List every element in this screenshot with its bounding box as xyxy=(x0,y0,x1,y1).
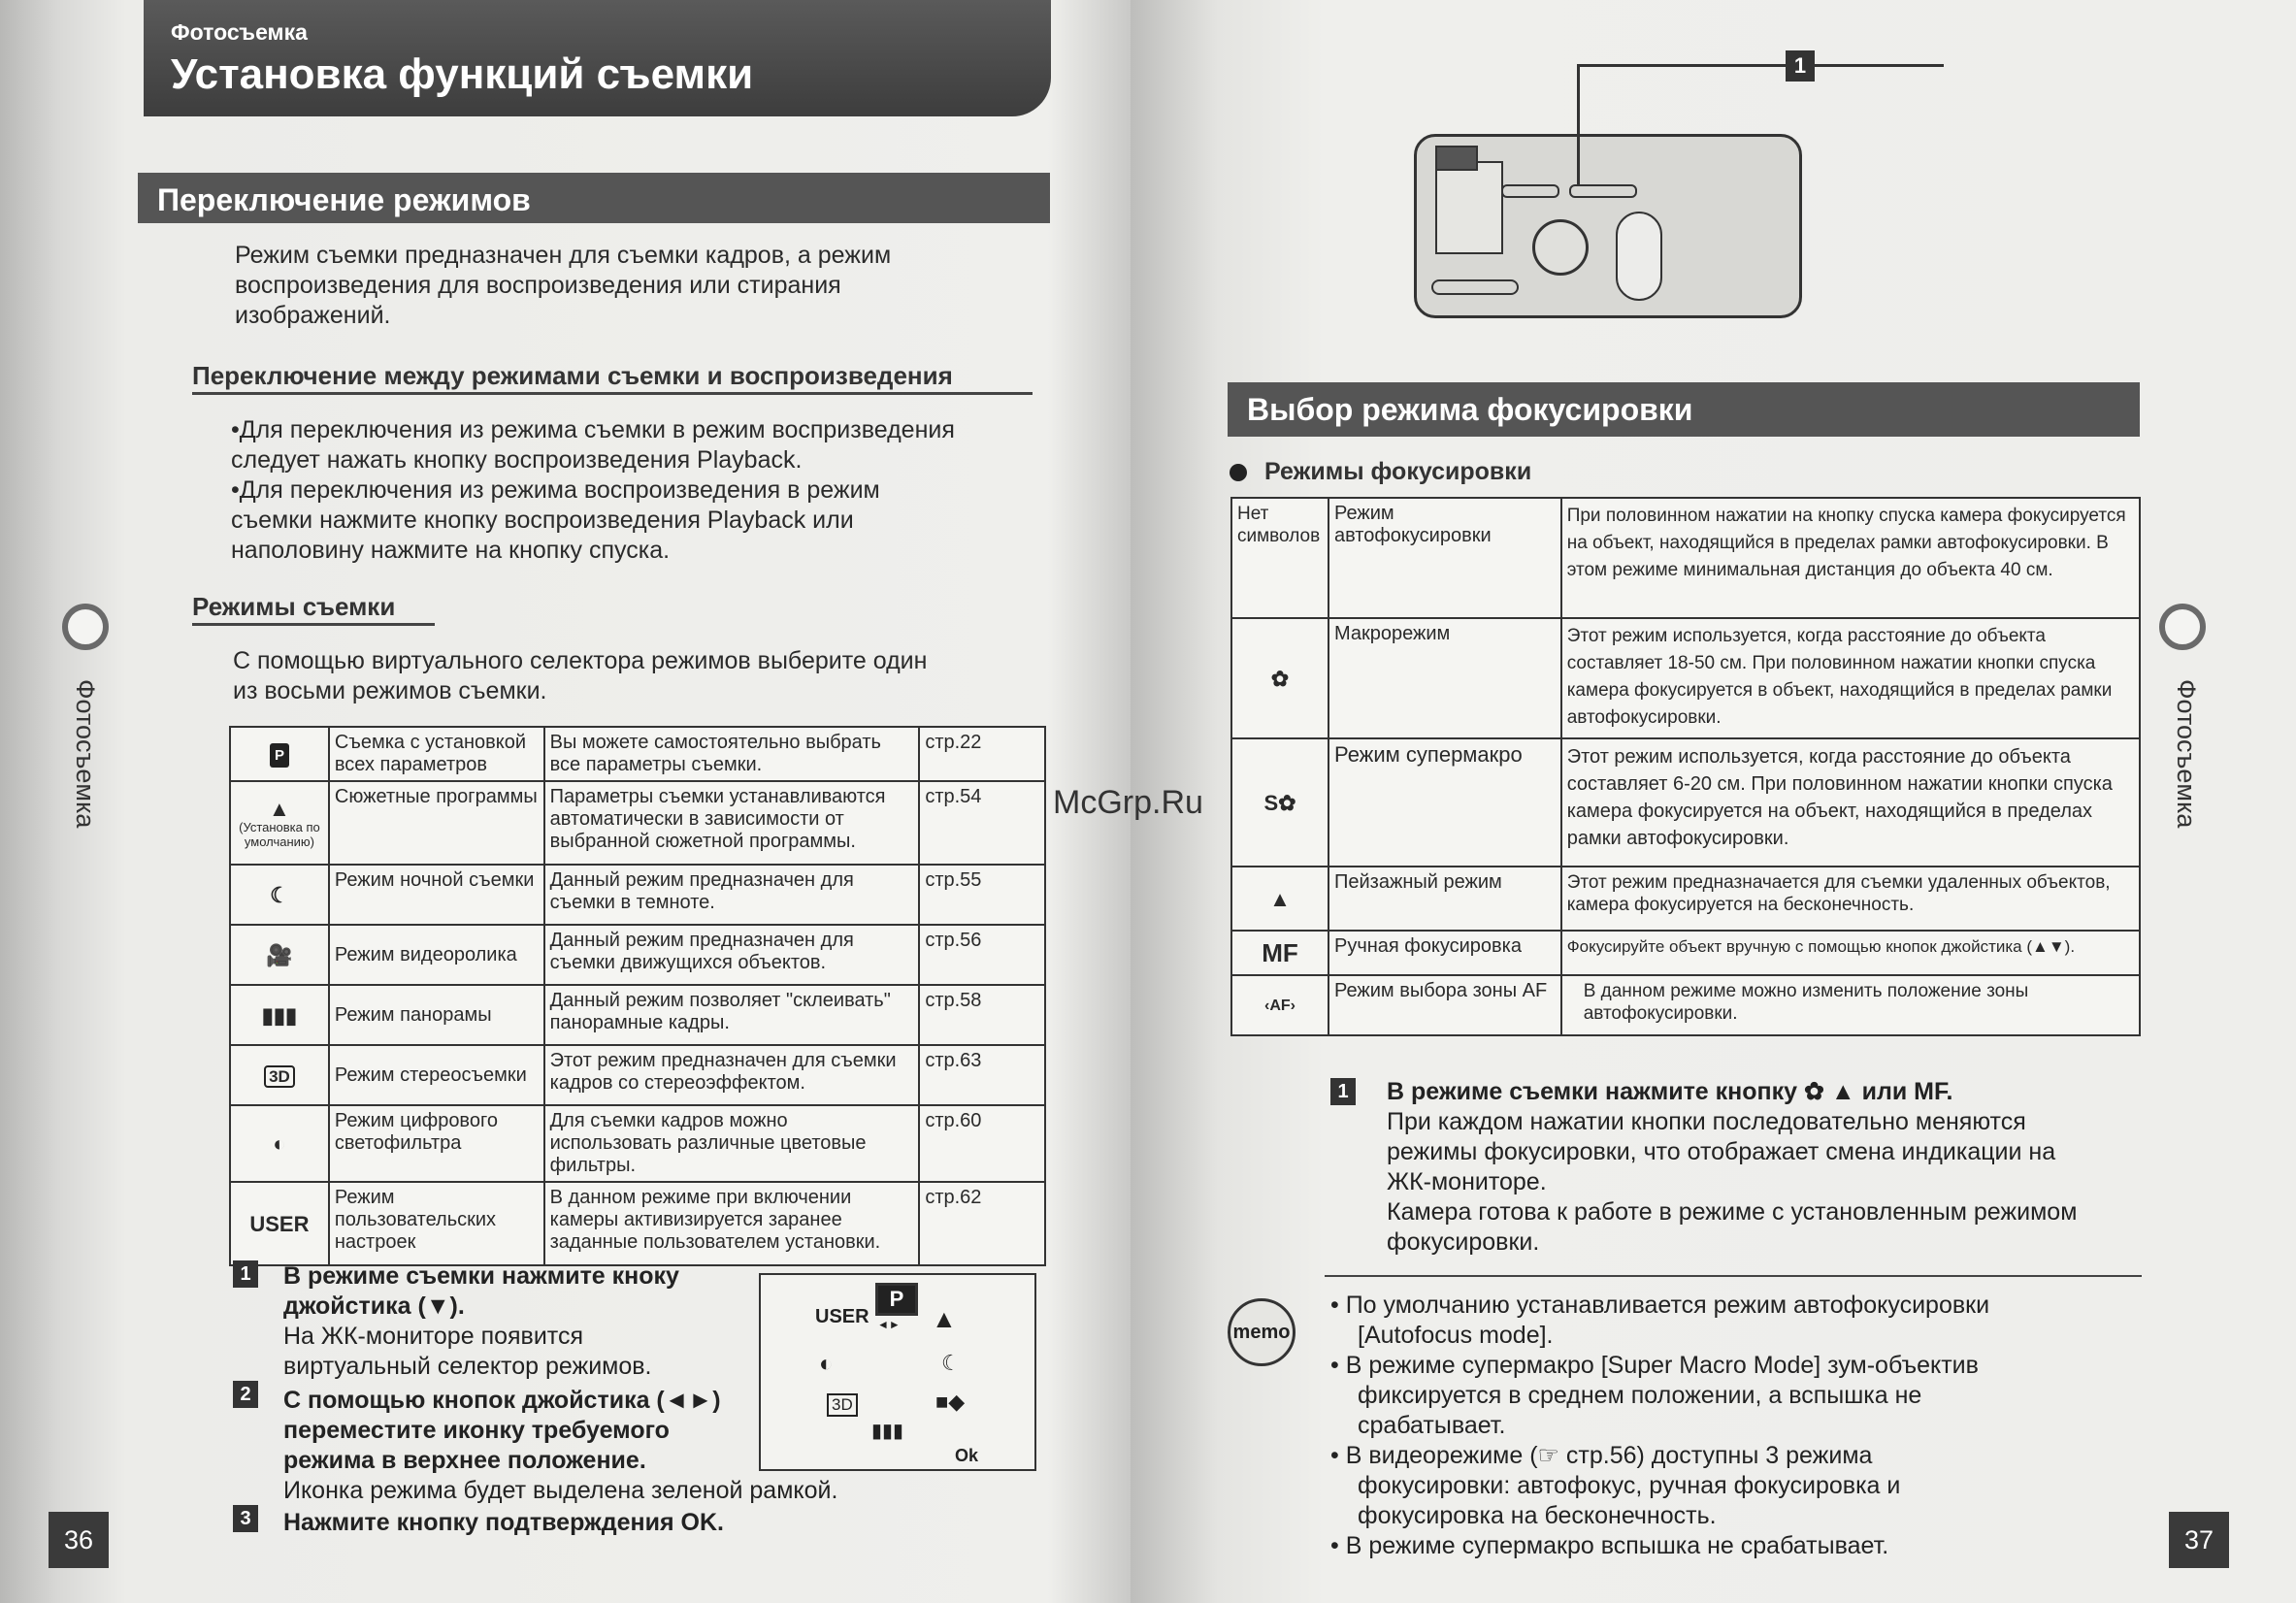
table-row: 3D Режим стереосъемки Этот режим предназначен для съемки кадров со стереоэффектом. стр.63 xyxy=(230,1045,1045,1105)
divider xyxy=(1325,1275,2142,1277)
night-icon: ☾ xyxy=(941,1351,961,1375)
step-number: 3 xyxy=(233,1505,258,1532)
table-row: ☾ Режим ночной съемки Данный режим предназначен для съемки в темноте. стр.55 xyxy=(230,865,1045,925)
selector-program-icon: P xyxy=(875,1283,918,1316)
page-number: 36 xyxy=(49,1512,109,1568)
table-row: USER Режим пользовательских настроек В данном режиме при включении камеры активизируется заранее заданные пользователем установки. стр.62 xyxy=(230,1182,1045,1265)
callout-number: 1 xyxy=(1786,50,1815,82)
subheading-switch: Переключение между режимами съемки и воспроизведения xyxy=(192,361,953,390)
side-label: Фотосъемка xyxy=(71,679,100,829)
table-row: ▮▮▮ Режим панорамы Данный режим позволяет "склеивать" панорамные кадры. стр.58 xyxy=(230,985,1045,1045)
step-number: 2 xyxy=(233,1381,258,1408)
user-mode-icon: USER xyxy=(230,1182,329,1265)
default-note: (Установка по умолчанию) xyxy=(239,819,320,849)
page-number: 37 xyxy=(2169,1512,2229,1568)
filter-mode-icon: ◐ xyxy=(230,1105,329,1182)
memo-icon: memo xyxy=(1228,1298,1296,1366)
callout-line xyxy=(1577,64,1944,67)
grip xyxy=(1616,212,1662,301)
panorama-mode-icon: ▮▮▮ xyxy=(230,985,329,1045)
section-title-modes: Переключение режимов xyxy=(138,173,1050,223)
step-3 xyxy=(233,1502,258,1532)
table-row: ▲ Пейзажный режим Этот режим предназначается для съемки удаленных объектов, камера фокусируется на бесконечность. xyxy=(1231,867,2140,931)
no-symbol-label: Нет символов xyxy=(1231,498,1328,618)
movie-icon: ■◆ xyxy=(935,1390,966,1414)
shooting-modes-table xyxy=(229,726,1046,1266)
page-title: Установка функций съемки xyxy=(171,50,754,98)
subheading-shooting-modes: Режимы съемки xyxy=(192,592,396,621)
af-area-icon: ‹AF› xyxy=(1231,975,1328,1035)
table-row: 🎥 Режим видеоролика Данный режим предназначен для съемки движущихся объектов. стр.56 xyxy=(230,925,1045,985)
focus-step-1-text: В режиме съемки нажмите кнопку ✿ ▲ или MF. При каждом нажатии кнопки последовательно меняются режимы фокусировки, что отображает смена индикации на ЖК-мониторе. Камера готова к работе в режиме с установленным режимом фокусировки. xyxy=(1387,1078,2078,1256)
watermark: McGrp.Ru xyxy=(1053,784,1203,821)
filter-icon: ◐ xyxy=(819,1351,834,1377)
program-mode-icon: P xyxy=(270,743,289,768)
step-number: 1 xyxy=(1330,1078,1356,1105)
step-1-text: В режиме съемки нажмите кноку джойстика (▼). На ЖК-мониторе появится виртуальный селектор режимов. xyxy=(283,1262,679,1380)
table-row: S✿ Режим супермакро Этот режим используется, когда расстояние до объекта составляет 6-20 см. При половинном нажатии кнопки спуска камера фокусируется на объект, находящийся в пределах рамки автофокусировки. xyxy=(1231,738,2140,867)
focus-step-1 xyxy=(1330,1075,1356,1105)
section-title-focus: Выбор режима фокусировки xyxy=(1228,382,2140,437)
scene-icon: ▲ xyxy=(932,1304,957,1333)
header-category: Фотосъемка xyxy=(171,19,308,45)
table-row: ▲ (Установка по умолчанию) Сюжетные программы Параметры съемки устанавливаются автоматически в зависимости от выбранной сюжетной программы. стр.54 xyxy=(230,781,1045,865)
bullet-icon xyxy=(1230,464,1247,481)
step-number: 1 xyxy=(233,1260,258,1288)
chapter-tab-icon xyxy=(62,604,109,650)
table-row: ‹AF› Режим выбора зоны AF В данном режиме можно изменить положение зоны автофокусировки. xyxy=(1231,975,2140,1035)
night-mode-icon: ☾ xyxy=(230,865,329,925)
camera-illustration xyxy=(1414,114,1821,328)
manual-focus-icon: MF xyxy=(1231,931,1328,975)
lcd-screen xyxy=(1435,161,1503,254)
step-1 xyxy=(233,1258,258,1288)
focus-button xyxy=(1501,184,1559,198)
left-page xyxy=(0,0,1131,1603)
viewfinder xyxy=(1435,146,1478,171)
focus-modes-table xyxy=(1230,497,2141,1036)
step-3-text: Нажмите кнопку подтверждения OK. xyxy=(283,1509,724,1536)
table-row: MF Ручная фокусировка Фокусируйте объект вручную с помощью кнопок джойстика (▲▼). xyxy=(1231,931,2140,975)
movie-mode-icon: 🎥 xyxy=(230,925,329,985)
table-row: Нет символов Режим автофокусировки При половинном нажатии на кнопку спуска камера фокусируется на объект, находящийся в пределах рамки автофокусировки. В этом режиме минимальная дистанция до объекта 40 см. xyxy=(1231,498,2140,618)
modes-intro: С помощью виртуального селектора режимов выберите один из восьми режимов съемки. xyxy=(233,647,928,704)
table-row: P Съемка с установкой всех параметров Вы можете самостоятельно выбрать все параметры съемки. стр.22 xyxy=(230,727,1045,781)
subheading-underline xyxy=(192,623,435,626)
callout-line xyxy=(1577,64,1580,186)
super-macro-icon: S✿ xyxy=(1231,738,1328,867)
right-page xyxy=(1053,0,2296,1603)
step-2 xyxy=(233,1378,258,1408)
selector-ok-label: Ok xyxy=(955,1446,979,1465)
intro-text: Режим съемки предназначен для съемки кадров, а режим воспроизведения для воспроизведения или стирания изображений. xyxy=(235,242,892,329)
table-row: ✿ Макрорежим Этот режим используется, когда расстояние до объекта составляет 18-50 см. При половинном нажатии кнопки спуска камера фокусируется в объект, находящийся в пределах рамки автофокусировки. xyxy=(1231,618,2140,738)
table-row: ◐ Режим цифрового светофильтра Для съемки кадров можно использовать различные цветовые фильтры. стр.60 xyxy=(230,1105,1045,1182)
macro-icon: ✿ xyxy=(1231,618,1328,738)
side-label: Фотосъемка xyxy=(2172,679,2201,829)
chapter-tab-icon xyxy=(2159,604,2206,650)
memo-notes: • По умолчанию устанавливается режим автофокусировки [Autofocus mode]. • В режиме супермакро [Super Macro Mode] зум-объектив фиксируется в среднем положении, а вспышка не срабатывает. • В видеорежиме (☞ стр.56) доступны 3 режима фокусировки: автофокус, ручная фокусировка и фокусировка на бесконечность. • В режиме супермакро вспышка не срабатывает. xyxy=(1330,1292,1990,1559)
joystick xyxy=(1532,219,1589,276)
scene-mode-icon: ▲ xyxy=(269,796,290,821)
subheading-underline xyxy=(192,392,1033,395)
focus-modes-heading: Режимы фокусировки xyxy=(1264,458,1532,485)
stereo-mode-icon: 3D xyxy=(264,1065,295,1088)
mode-selector-illustration xyxy=(759,1273,1036,1471)
switch-bullets: •Для переключения из режима съемки в режим воспризведения следует нажать кнопку воспроизведения Playback. •Для переключения из режима воспроизведения в режим съемки нажмите кнопку воспроизведения Playback или наполовину нажмите на кнопку спуска. xyxy=(231,416,955,564)
selector-3d-icon: 3D xyxy=(827,1393,858,1417)
panorama-icon: ▮▮▮ xyxy=(871,1421,904,1442)
page-header xyxy=(144,0,1051,116)
selector-user-label: USER xyxy=(815,1306,869,1327)
step-2-text: С помощью кнопок джойстика (◄►) переместите иконку требуемого режима в верхнее положение. Иконка режима будет выделена зеленой рамкой. xyxy=(283,1387,838,1504)
landscape-icon: ▲ xyxy=(1231,867,1328,931)
selector-arrows: ◄► xyxy=(877,1318,901,1331)
